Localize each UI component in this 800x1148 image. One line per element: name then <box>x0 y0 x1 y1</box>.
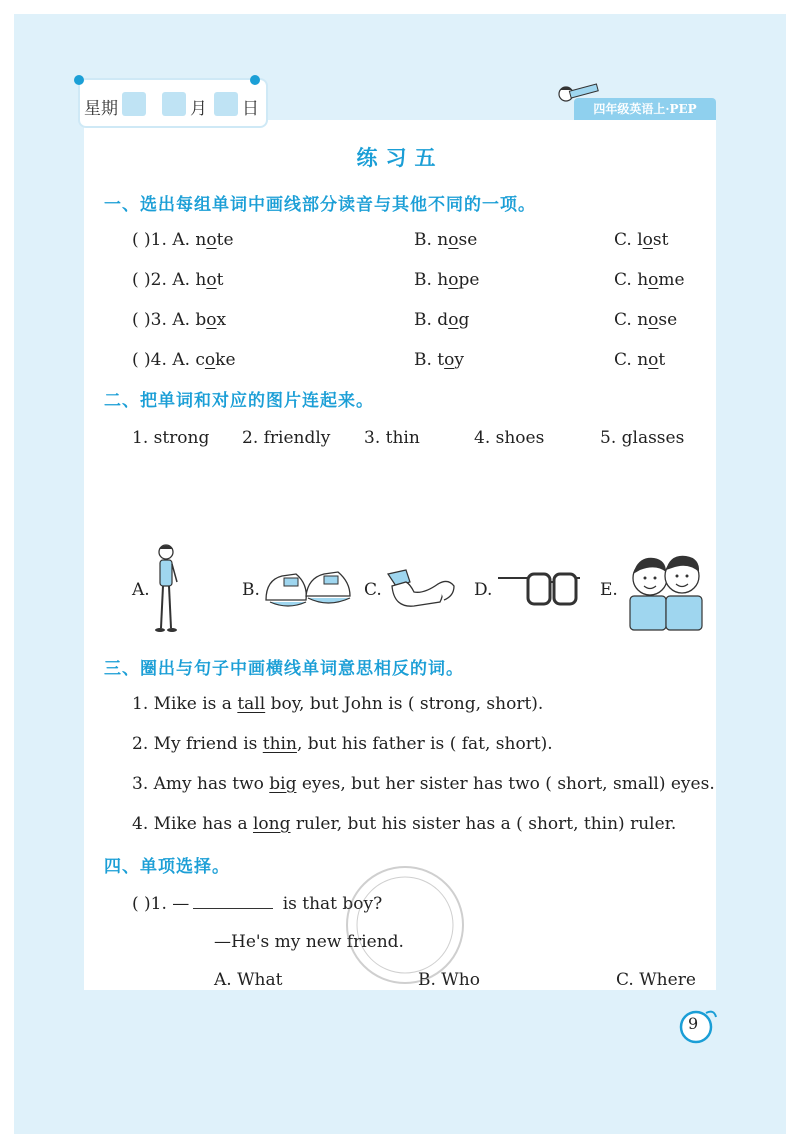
strong-arm-picture <box>384 564 458 616</box>
section1-heading: 一、选出每组单词中画线部分读音与其他不同的一项。 <box>104 195 536 215</box>
section1-row <box>132 310 226 330</box>
answer-bracket[interactable]: ( ) <box>132 310 151 330</box>
word-thin: 3. thin <box>364 428 420 448</box>
stamp-watermark-icon <box>340 860 470 990</box>
friends-picture <box>626 548 708 632</box>
fill-blank[interactable] <box>193 892 273 909</box>
month-label: 月 <box>190 99 207 119</box>
weekday-slot[interactable] <box>122 92 146 116</box>
section4-heading: 四、单项选择。 <box>104 857 230 877</box>
picture-label-c: C. <box>364 580 382 600</box>
section2-heading: 二、把单词和对应的图片连起来。 <box>104 391 374 411</box>
option-c: C. nose <box>614 310 678 330</box>
word-shoes: 4. shoes <box>474 428 545 448</box>
option-b: B. dog <box>414 310 470 330</box>
question-number: 3. <box>150 310 167 330</box>
word-glasses: 5. glasses <box>600 428 685 448</box>
option-b: B. toy <box>414 350 464 370</box>
weekday-label: 星期 <box>84 99 118 119</box>
answer-bracket[interactable]: ( ) <box>132 350 151 370</box>
option-a: A. box <box>172 310 227 330</box>
answer-bracket[interactable]: ( ) <box>132 894 151 914</box>
option-a: A. hot <box>172 270 224 290</box>
glasses-picture <box>496 570 582 610</box>
page-title: 练习五 <box>356 146 444 170</box>
picture-label-b: B. <box>242 580 260 600</box>
option-a[interactable]: A. What <box>214 970 283 990</box>
picture-label-d: D. <box>474 580 493 600</box>
option-c: C. lost <box>614 230 669 250</box>
option-c: C. not <box>614 350 666 370</box>
day-slot[interactable] <box>214 92 238 116</box>
section1-row <box>132 230 234 250</box>
section3-heading: 三、圈出与句子中画横线单词意思相反的词。 <box>104 659 464 679</box>
option-b[interactable]: B. Who <box>418 970 480 990</box>
answer-bracket[interactable]: ( ) <box>132 230 151 250</box>
question-text: is that boy? <box>277 894 383 914</box>
q1-answer-line: —He's my new friend. <box>214 932 404 952</box>
shoes-picture <box>262 566 354 612</box>
page-number: 9 <box>688 1014 699 1033</box>
underlined-word: tall <box>237 694 266 714</box>
section3-sentence: 4. Mike has a long ruler, but his sister has a ( short, thin) ruler. <box>132 814 677 834</box>
section3-sentence: 1. Mike is a tall boy, but John is ( strong, short). <box>132 694 544 714</box>
word-strong: 1. strong <box>132 428 210 448</box>
question-number: 1. <box>150 230 167 250</box>
month-slot[interactable] <box>162 92 186 116</box>
pin-icon <box>250 75 260 85</box>
underlined-word: long <box>252 814 291 834</box>
question-number: 2. <box>150 270 167 290</box>
date-box <box>80 80 266 126</box>
section3-sentence: 3. Amy has two big eyes, but her sister has two ( short, small) eyes. <box>132 774 715 794</box>
underlined-word: big <box>269 774 297 794</box>
section1-row <box>132 270 223 290</box>
picture-label-e: E. <box>600 580 618 600</box>
day-label: 日 <box>242 99 259 119</box>
option-b: B. nose <box>414 230 478 250</box>
thin-man-picture <box>150 542 184 634</box>
answer-bracket[interactable]: ( ) <box>132 270 151 290</box>
pin-icon <box>74 75 84 85</box>
option-c: C. home <box>614 270 685 290</box>
picture-label-a: A. <box>132 580 150 600</box>
question-number: 1. — <box>150 894 190 914</box>
section1-row <box>132 350 236 370</box>
option-c[interactable]: C. Where <box>616 970 696 990</box>
underlined-word: thin <box>262 734 297 754</box>
question-number: 4. <box>150 350 167 370</box>
option-a: A. coke <box>172 350 236 370</box>
grade-tag: 四年级英语上·PEP <box>574 98 716 120</box>
option-a: A. note <box>172 230 234 250</box>
word-friendly: 2. friendly <box>242 428 331 448</box>
section3-sentence: 2. My friend is thin, but his father is ( fat, short). <box>132 734 553 754</box>
option-b: B. hope <box>414 270 480 290</box>
